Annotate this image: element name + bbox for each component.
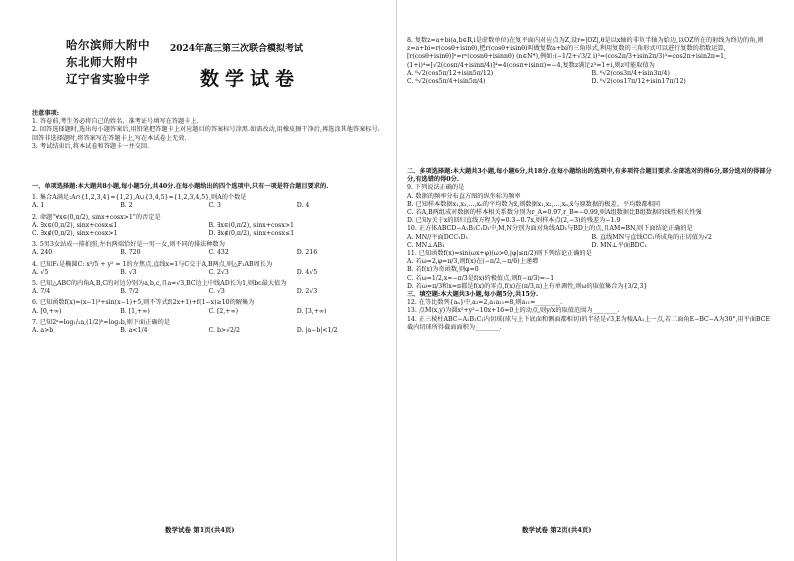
question-stem: 1. 集合A满足:A∩{1,2,3,4}={1,2},A∪{3,4,5}={1,2,3,4,5},则A的个数是 <box>32 194 247 202</box>
question-item <box>32 261 385 277</box>
page-footer: 数学试卷 第2页(共4页) <box>522 526 592 534</box>
question-stem: (1+i)⁴=[√2(cosπ/4+isinπ/4)]⁴=4(cosπ+isinπ)=−4,复数z满足z³=1+i,则z可能取值为 <box>407 61 655 69</box>
option: A. 数据的频率分布直方图的纵坐标为频率 <box>407 192 521 200</box>
option: B. [1,+∞) <box>120 307 150 315</box>
option: B. 720 <box>120 249 141 257</box>
notice-item: 2. 回答选择题时,选出每小题答案后,用铅笔把答题卡上对应题目的答案标号涂黑.如需改动,用橡皮擦干净后,再选涂其他答案标号.回答非选择题时,将答案写在答题卡上,写在本试卷上无效. <box>32 126 380 142</box>
option: B. 若f(x)为奇函数,则φ=0 <box>407 266 479 274</box>
question-stem: 3. 5男3女站成一排拍照,左右两端恰好是一男一女,则不同的排法种数为 <box>32 241 225 249</box>
question-item <box>32 194 385 210</box>
option: D. MN⊥平面BDC₁ <box>591 241 647 249</box>
question-8 <box>407 37 776 86</box>
question-item <box>32 214 385 239</box>
page-right <box>397 0 794 561</box>
option: A. 7/4 <box>32 288 51 296</box>
question-stem: 4. 已知F₁是椭圆C: x²/5 + y² = 1的左焦点,直线x=1与C交于A,B两点,则△F₁AB周长为 <box>32 260 273 268</box>
notice-title: 注意事项: <box>32 110 60 117</box>
option: C. 432 <box>208 249 229 257</box>
option: D. [3,+∞) <box>296 307 327 315</box>
option: A. √5 <box>32 268 49 276</box>
option: A. 1 <box>32 202 45 210</box>
option: D. ⁶√2(cos17π/12+isin17π/12) <box>591 78 686 86</box>
question-stem: 12. 在等比数列{aₙ}中,a₂=2,a₁a₁₁=8,则a₁₁=________. <box>407 299 563 307</box>
school-name: 东北师大附中 <box>66 55 138 69</box>
page-footer: 数学试卷 第1页(共4页) <box>165 526 235 534</box>
option: D. 4 <box>296 202 310 210</box>
option-list <box>32 249 385 257</box>
question-stem: 7. 已知2ᵃ=log₁/₂a,(1/2)ᵇ=log₂b,则下面正确的是 <box>32 318 170 326</box>
option: D. 若ω=π/3和x=π都是f(x)的零点,f(x)在(π/3,π)上有单调性,则ω的取值集合为{3/2,3} <box>407 282 648 290</box>
option: A. ⁶√2(cos5π/12+isin5π/12) <box>407 69 494 77</box>
section-heading: 二、多项选择题:本大题共3小题,每小题6分,共18分.在每小题给出的选项中,有多项符合题目要求.全部选对的得6分,部分选对的得部分分,有选错的得0分. <box>407 168 772 184</box>
notice-block <box>32 110 385 151</box>
option-list <box>32 202 385 210</box>
question-stem: 2. 命题“∀x∈(0,π/2), sinx+cosx>1”的否定是 <box>32 213 161 221</box>
option-list <box>407 70 776 86</box>
notice-item: 3. 考试结束后,将本试卷和答题卡一并交回. <box>32 142 149 150</box>
option: C. 2√3 <box>208 268 229 276</box>
option: D. 216 <box>296 249 318 257</box>
option: A. 若ω=2,φ=π/3,则f(x)在(−π/2,−π/6)上递增 <box>407 258 539 266</box>
option: A. [0,+∞) <box>32 307 62 315</box>
section-choice <box>32 183 385 335</box>
question-stem: 8. 复数z=a+bi(a,b∈R,i是虚数单位)在复平面内对应点为Z,设r=|OZ|,θ是以x轴的非负半轴为始边,以OZ所在的射线为终边的角,则z=a+bi=r(cosθ+isinθ),把r(cosθ+isinθ)叫做复数a+bi的三角形式,利用复数的三角形式可以进行复数的指数运算,[r(cosθ+isinθ)]ⁿ=rⁿ(cosnθ+isinnθ) (n∈N*),例如:(−1/2+√3/2 i)³=(cos2π/3+isin2π/3)³=cos2π+isin2π=1, <box>407 37 764 61</box>
question-stem: 5. 已知△ABC的内角A,B,C的对边分别为a,b,c,且a=√3,BC边上中线AD长为1,则bc最大值为 <box>32 280 287 288</box>
question-stem: 9. 下列说法正确的是 <box>407 184 465 192</box>
option: D. 已知y关于x的回归直线方程为ŷ=0.3−0.7x,则样本点(2,−3)的残差为−1.9 <box>407 217 621 225</box>
option-list <box>32 288 385 296</box>
question-item <box>32 241 385 257</box>
section-heading: 三、填空题:本大题共3小题,每小题5分,共15分. <box>407 291 539 299</box>
option: B. 已知样本数据x₁,x₂,…,xₙ的平均数为x̄,则数据x₁,x₂,…,xₙ,x̄与原数据的极差、平均数都相同 <box>407 200 661 208</box>
option: C. √3 <box>208 288 225 296</box>
option: D. |a−b|<1/2 <box>296 327 338 335</box>
option: B. 2 <box>120 202 133 210</box>
question-stem: 13. 点M(x,y)为圆x²+y²−10x+16=0上的动点,则y/x的取值范围为________. <box>407 307 620 315</box>
option: B. ⁶√2(cos3π/4+isin3π/4) <box>591 69 670 77</box>
question-list <box>32 194 385 335</box>
option-list <box>32 269 385 277</box>
option-list <box>32 222 385 238</box>
question-stem: 11. 已知函数f(x)=sin(ωx+φ)(ω>0,|φ|≤π/2)则下列结论正确的是 <box>407 250 592 258</box>
question-stem: 14. 正三棱柱ABC−A₁B₁C₁内切球(球与上下底面和侧面都相切)的半径是√3,E为棱AA₁上一点,若二面角E−BC−A为30°,用平面BCE截内切球所得截面面积为________. <box>407 315 770 331</box>
option: A. MN//平面DCC₁D₁ <box>407 233 469 241</box>
school-name: 辽宁省实验中学 <box>66 72 150 86</box>
question-stem: 10. 正方体ABCD−A₁B₁C₁D₁中,M,N分别为面对角线AD₁与BD上的点,且AM=BN,则下面结论正确的是 <box>407 225 693 233</box>
option: B. √3 <box>120 268 137 276</box>
option: A. ∃x∈(0,π/2), sinx+cosx≤1 <box>32 221 118 229</box>
option: C. 若ω=1/2,x=−π/3是f(x)的极值点,则f(−π/3)=−1 <box>407 274 555 282</box>
option: C. ∃x∉(0,π/2), sinx+cosx>1 <box>32 230 118 238</box>
question-item <box>32 319 385 335</box>
option: D. ∃x∉(0,π/2), sinx+cosx≤1 <box>208 230 295 238</box>
question-item <box>32 299 385 315</box>
option: A. 240 <box>32 249 53 257</box>
question-stem: 6. 已知函数f(x)=(x−1)³+sin(x−1)+5,则不等式f(2x+1)+f(1−x)≥10的解集为 <box>32 299 255 307</box>
option: C. MN⊥AB₁ <box>407 241 445 249</box>
option: C. [2,+∞) <box>208 307 239 315</box>
option: C. 若A,B两组成对数据的样本相关系数分别为r_A=0.97,r_B=−0.99,则A组数据比B组数据的线性相关性强 <box>407 209 702 217</box>
school-names <box>66 37 150 88</box>
option: D. 2√3 <box>296 288 318 296</box>
section-heading: 一、单项选择题:本大题共8小题,每小题5分,共40分.在每小题给出的四个选项中,只有一项是符合题目要求的. <box>32 183 329 190</box>
option: B. 7/2 <box>120 288 139 296</box>
exam-name: 2024年高三第三次联合模拟考试 <box>170 44 304 54</box>
option-list <box>32 308 385 316</box>
option: C. 3 <box>208 202 221 210</box>
option: B. ∃x∈(0,π/2), sinx+cosx>1 <box>208 221 294 229</box>
option: A. a>b <box>32 327 54 335</box>
option: D. 4√5 <box>296 268 318 276</box>
question-item <box>32 280 385 296</box>
option-list <box>407 234 776 250</box>
section-multi-choice <box>407 168 776 332</box>
school-name: 哈尔滨师大附中 <box>66 38 150 52</box>
option: C. ⁶√2(cos5π/4+isin5π/4) <box>407 78 486 86</box>
notice-item: 1. 答卷前,考生务必将自己的姓名、准考证号填写在答题卡上. <box>32 118 199 126</box>
option-list <box>32 327 385 335</box>
option: C. b>√2/2 <box>208 327 240 335</box>
option: B. 直线MN与直线CC₁所成角的正切值为√2 <box>591 233 712 241</box>
option: B. a<1/4 <box>120 327 148 335</box>
paper-title: 数学试卷 <box>200 68 301 90</box>
